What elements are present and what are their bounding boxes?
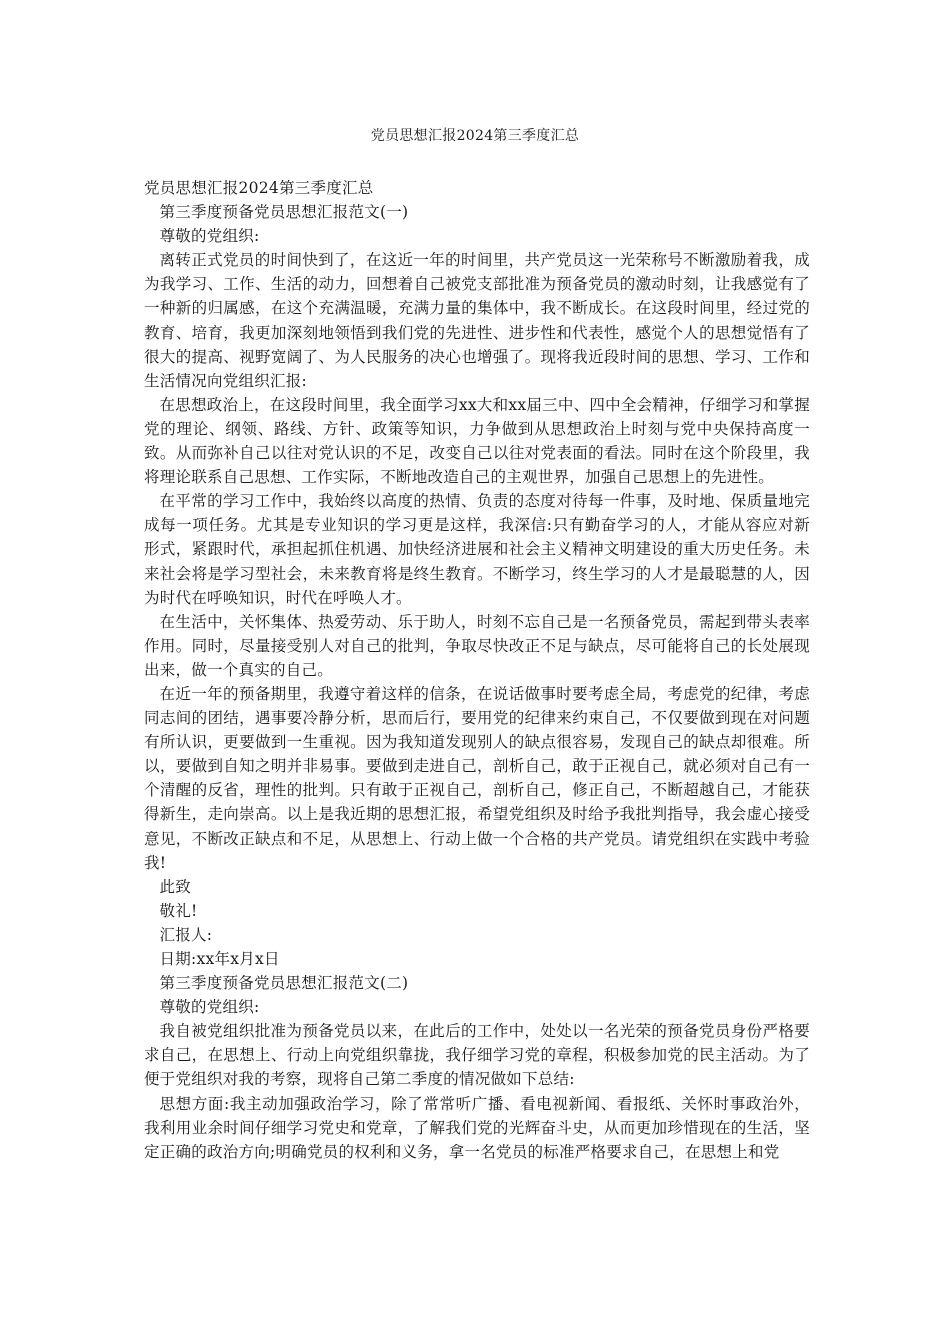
- section-title-1: 第三季度预备党员思想汇报范文(一): [159, 203, 409, 222]
- reporter-label: 汇报人:: [159, 925, 213, 944]
- paragraph: 在生活中，关怀集体、热爱劳动、乐于助人，时刻不忘自己是一名预备党员，需起到带头表率作用。同时，尽量接受别人对自己的批判，争取尽快改正不足与缺点，尽可能将自己的长处展现出来，做一个真实的自己。: [144, 612, 810, 679]
- document-body: [144, 176, 810, 1164]
- paragraph: 在思想政治上，在这段时间里，我全面学习xx大和xx届三中、四中全会精神，仔细学习和掌握党的理论、纲领、路线、方针、政策等知识，力争做到从思想政治上时刻与党中央保持高度一致。从而弥补自己以往对党认识的不足，改变自己以往对党表面的看法。同时在这个阶段里，我将理论联系自己思想、工作实际，不断地改造自己的主观世界，加强自己思想上的先进性。: [144, 395, 810, 487]
- closing-line: 此致: [159, 877, 192, 896]
- paragraph: 在平常的学习工作中，我始终以高度的热情、负责的态度对待每一件事，及时地、保质量地完成每一项任务。尤其是专业知识的学习更是这样，我深信:只有勤奋学习的人，才能从容应对新形式，紧跟时代，承担起抓住机遇、加快经济进展和社会主义精神文明建设的重大历史任务。未来社会将是学习型社会，未来教育将是终生教育。不断学习，终生学习的人才是最聪慧的人，因为时代在呼唤知识，时代在呼唤人才。: [144, 492, 810, 607]
- section-title-2: 第三季度预备党员思想汇报范文(二): [159, 974, 409, 993]
- salutation-2: 尊敬的党组织:: [159, 998, 260, 1017]
- date-line: 日期:xx年x月x日: [159, 950, 280, 968]
- paragraph: 思想方面:我主动加强政治学习，除了常常听广播、看电视新闻、看报纸、关怀时事政治外，我利用业余时间仔细学习党史和党章，了解我们党的光辉奋斗史，从而更加珍惜现在的生活，坚定正确的政治方向;明确党员的权利和义务，拿一名党员的标准严格要求自己，在思想上和党: [144, 1094, 810, 1161]
- page-title: 党员思想汇报2024第三季度汇总: [370, 128, 580, 144]
- closing-salute: 敬礼!: [159, 901, 198, 920]
- paragraph: 离转正式党员的时间快到了，在这近一年的时间里，共产党员这一光荣称号不断激励着我，成为我学习、工作、生活的动力，回想着自己被党支部批准为预备党员的激动时刻，让我感觉有了一种新的归属感，在这个充满温暖，充满力量的集体中，我不断成长。在这段时间里，经过党的教育、培育，我更加深刻地领悟到我们党的先进性、进步性和代表性，感觉个人的思想觉悟有了很大的提高、视野宽阔了、为人民服务的决心也增强了。现将我近段时间的思想、学习、工作和生活情况向党组织汇报:: [144, 251, 810, 390]
- paragraph: 在近一年的预备期里，我遵守着这样的信条，在说话做事时要考虑全局，考虑党的纪律，考虑同志间的团结，遇事要冷静分析，思而后行，要用党的纪律来约束自己，不仅要做到现在对问题有所认识，更要做到一生重视。因为我知道发现别人的缺点很容易，发现自己的缺点却很难。所以，要做到自知之明并非易事。要做到走进自己，剖析自己，敢于正视自己，就必须对自己有一个清醒的反省，理性的批判。只有敢于正视自己，剖析自己，修正自己，不断超越自己，才能获得新生，走向崇高。以上是我近期的思想汇报，希望党组织及时给予我批判指导，我会虚心接受意见，不断改正缺点和不足，从思想上、行动上做一个合格的共产党员。请党组织在实践中考验我!: [144, 684, 810, 872]
- salutation-1: 尊敬的党组织:: [159, 227, 260, 246]
- document-heading: 党员思想汇报2024第三季度汇总: [144, 179, 374, 197]
- paragraph: 我自被党组织批准为预备党员以来，在此后的工作中，处处以一名光荣的预备党员身份严格要求自己，在思想上、行动上向党组织靠拢，我仔细学习党的章程，积极参加党的民主活动。为了便于党组织对我的考察，现将自己第二季度的情况做如下总结:: [144, 1022, 810, 1089]
